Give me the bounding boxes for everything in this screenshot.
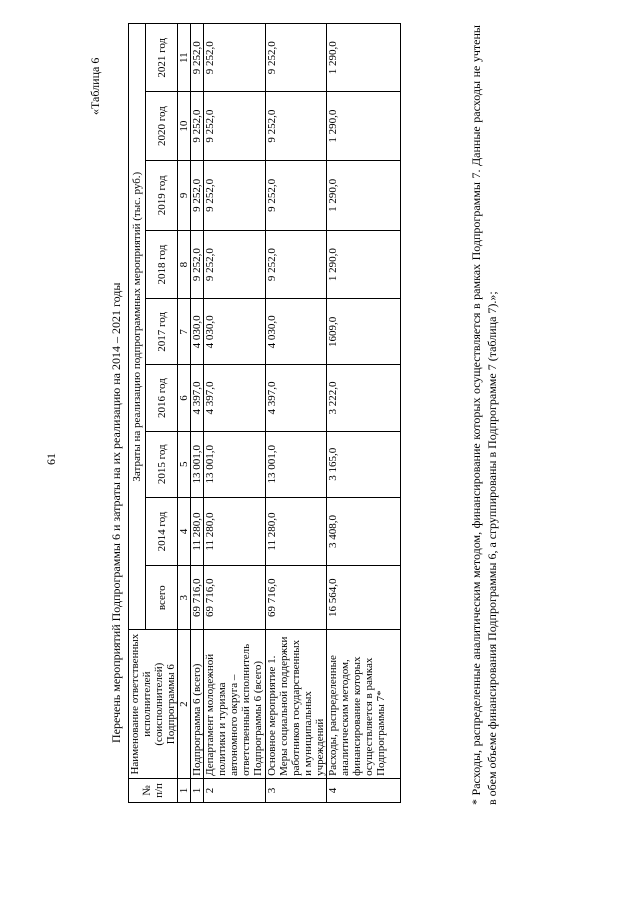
header-year: 2015 год <box>146 431 178 497</box>
table-row <box>266 24 327 803</box>
header-name: Наименование ответственных исполнителей (соисполнителей) Подпрограммы 6 <box>129 630 178 779</box>
row-value: 9 252,0 <box>266 92 327 160</box>
index-cell: 3 <box>178 566 191 630</box>
row-name: Департамент молодежной политики и туризма автономного округа – ответственный исполнитель Подпрограммы 6 (всего) <box>204 630 266 779</box>
header-expenses: Затраты на реализацию подпрограммных мероприятий (тыс. руб.) <box>129 24 146 630</box>
row-total: 69 716,0 <box>204 566 266 630</box>
table-row <box>191 24 204 803</box>
header-num: № п/п <box>129 778 178 802</box>
index-cell: 1 <box>178 778 191 802</box>
row-num: 3 <box>266 778 327 802</box>
row-name: Расходы, распределенные аналитическим методом, финансирование которых осуществляется в рамках Подпрограммы 7* <box>327 630 401 779</box>
row-total: 69 716,0 <box>266 566 327 630</box>
index-cell: 8 <box>178 230 191 298</box>
row-num: 4 <box>327 778 401 802</box>
row-value: 1 290,0 <box>327 24 401 92</box>
row-total: 16 564,0 <box>327 566 401 630</box>
row-value: 9 252,0 <box>204 24 266 92</box>
header-year: 2018 год <box>146 230 178 298</box>
row-name: Подпрограмма 6 (всего) <box>191 630 204 779</box>
row-value: 9 252,0 <box>266 24 327 92</box>
page-number: 61 <box>44 453 58 465</box>
row-value: 13 001,0 <box>204 431 266 497</box>
row-value: 4 397,0 <box>191 365 204 431</box>
row-value: 9 252,0 <box>191 92 204 160</box>
table-row <box>204 24 266 803</box>
row-value: 4 030,0 <box>266 299 327 365</box>
row-value: 1 290,0 <box>327 160 401 230</box>
index-cell: 2 <box>178 630 191 779</box>
row-value: 1609,0 <box>327 299 401 365</box>
row-total: 69 716,0 <box>191 566 204 630</box>
row-value: 9 252,0 <box>191 230 204 298</box>
row-value: 11 280,0 <box>266 497 327 565</box>
header-year: 2016 год <box>146 365 178 431</box>
row-value: 4 397,0 <box>266 365 327 431</box>
index-cell: 5 <box>178 431 191 497</box>
header-year: 2020 год <box>146 92 178 160</box>
table-caption: «Таблица 6 <box>88 57 102 115</box>
row-value: 13 001,0 <box>266 431 327 497</box>
row-name: Основное мероприятие 1. Меры социальной поддержки работников государственных и муниципальных учреждений <box>266 630 327 779</box>
row-value: 9 252,0 <box>204 230 266 298</box>
row-value: 11 280,0 <box>191 497 204 565</box>
index-cell: 9 <box>178 160 191 230</box>
table-row <box>327 24 401 803</box>
row-value: 9 252,0 <box>266 160 327 230</box>
row-value: 3 222,0 <box>327 365 401 431</box>
row-value: 9 252,0 <box>266 230 327 298</box>
row-value: 4 397,0 <box>204 365 266 431</box>
index-cell: 11 <box>178 24 191 92</box>
header-year: 2017 год <box>146 299 178 365</box>
expenses-table <box>128 23 401 803</box>
header-year: 2019 год <box>146 160 178 230</box>
index-cell: 4 <box>178 497 191 565</box>
row-value: 11 280,0 <box>204 497 266 565</box>
header-year: 2021 год <box>146 24 178 92</box>
row-num: 2 <box>204 778 266 802</box>
row-value: 9 252,0 <box>191 160 204 230</box>
row-value: 4 030,0 <box>191 299 204 365</box>
row-value: 9 252,0 <box>204 92 266 160</box>
header-total: всего <box>146 566 178 630</box>
row-num: 1 <box>191 778 204 802</box>
row-value: 1 290,0 <box>327 230 401 298</box>
row-value: 9 252,0 <box>191 24 204 92</box>
index-cell: 10 <box>178 92 191 160</box>
index-cell: 6 <box>178 365 191 431</box>
row-value: 3 408,0 <box>327 497 401 565</box>
header-year: 2014 год <box>146 497 178 565</box>
row-value: 3 165,0 <box>327 431 401 497</box>
footnote: * Расходы, распределенные аналитическим методом, финансирование которых осуществляется в рамках Подпрограммы 7. Данные расходы не учтены в обем объеме финансирования Подпрограммы 6, а сгруппированы в Подпрограмме 7 (таблица 7).»; <box>469 25 499 805</box>
row-value: 4 030,0 <box>204 299 266 365</box>
row-value: 13 001,0 <box>191 431 204 497</box>
row-value: 9 252,0 <box>204 160 266 230</box>
row-value: 1 290,0 <box>327 92 401 160</box>
document-title: Перечень мероприятий Подпрограммы 6 и затраты на их реализацию на 2014 – 2021 годы <box>109 282 123 743</box>
index-cell: 7 <box>178 299 191 365</box>
